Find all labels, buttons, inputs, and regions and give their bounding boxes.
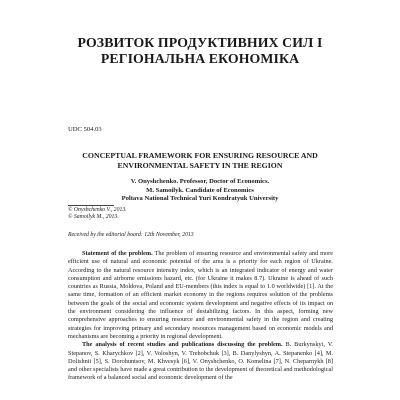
divider-rule bbox=[68, 205, 114, 206]
copyright-line-1 bbox=[68, 207, 127, 214]
paragraph-text: The problem of ensuring resource and environmental safety and more efficient use of natural and economic potential of the area is a priority for each region of Ukraine. According to the natural resource intensity index, which is an integrated indicator of energy and water consumption and airborne emissions hazard, etc. (for Ukraine it makes 8.7). Ukraine is ahead of such countries as Russia, Moldova, Poland and EU-members (this index is equal to 1.0 worldwide) [1]. At the same time, formation of an efficient market economy in the regions requires solution of the problems between the goals of the social and economic system development and negative effects of its impact on the environment considering the influence of destabilizing factors. In this aspect, forming new comprehensive approaches to ensuring resource and environmental safety in the region and creating strategies for improving primary and secondary resources management based on economic models and mechanisms are becoming a priority in regional development. bbox=[68, 250, 333, 340]
paper-title bbox=[0, 151, 400, 171]
received-date: Received by the editorial board: 12th November, 2013 bbox=[68, 232, 194, 238]
paper-title-line-1: CONCEPTUAL FRAMEWORK FOR ENSURING RESOURCE AND bbox=[82, 151, 318, 160]
paragraph-literature-analysis bbox=[68, 341, 333, 382]
copyright-line-2 bbox=[68, 214, 127, 221]
paper-title-line-2: ENVIRONMENTAL SAFETY IN THE REGION bbox=[117, 161, 283, 170]
journal-section-title bbox=[0, 35, 400, 67]
udc-code: UDC 504.03 bbox=[68, 126, 102, 133]
paragraph-problem-statement bbox=[68, 250, 333, 341]
copyright-text-2: Samoilyk M., 2013. bbox=[73, 214, 119, 220]
author-1: V. Onyshchenko. Professor, Doctor of Economics. bbox=[130, 178, 270, 185]
copyright-block bbox=[68, 207, 127, 221]
article-body bbox=[68, 250, 333, 383]
affiliation: Poltava National Technical Yuri Kondratyuk University bbox=[121, 195, 279, 202]
copyright-symbol: © bbox=[68, 214, 73, 220]
section-title-line-2: РЕГІОНАЛЬНА ЕКОНОМІКА bbox=[100, 51, 300, 66]
section-title-line-1: РОЗВИТОК ПРОДУКТИВНИХ СИЛ І bbox=[77, 35, 323, 50]
paragraph-text: B. Burkynskyi, V. Stepanov, S. Kharychkov [2], V. Voloshyn, V. Trehobchuk [3], B. Danylyshyn, A. Stepanenko [4], M. Dolishnii [5], S. Dorohuntsov, M. Khvesyk [6], V. Onyshchenko, O. Komelina [7], N. Cheparnykh [8] and other specialists have made a great contribution to the development of theoretical and methodological framework of a balanced social and economic development of the bbox=[68, 341, 333, 382]
author-2: M. Samoilyk. Candidate of Economics bbox=[146, 186, 254, 194]
paragraph-heading: The analysis of recent studies and publications discussing the problem. bbox=[82, 341, 283, 349]
paragraph-heading: Statement of the problem. bbox=[82, 250, 153, 257]
copyright-text-1: Onyshchenko V., 2013. bbox=[73, 207, 127, 213]
author-block bbox=[0, 178, 400, 204]
copyright-symbol: © bbox=[68, 207, 73, 213]
